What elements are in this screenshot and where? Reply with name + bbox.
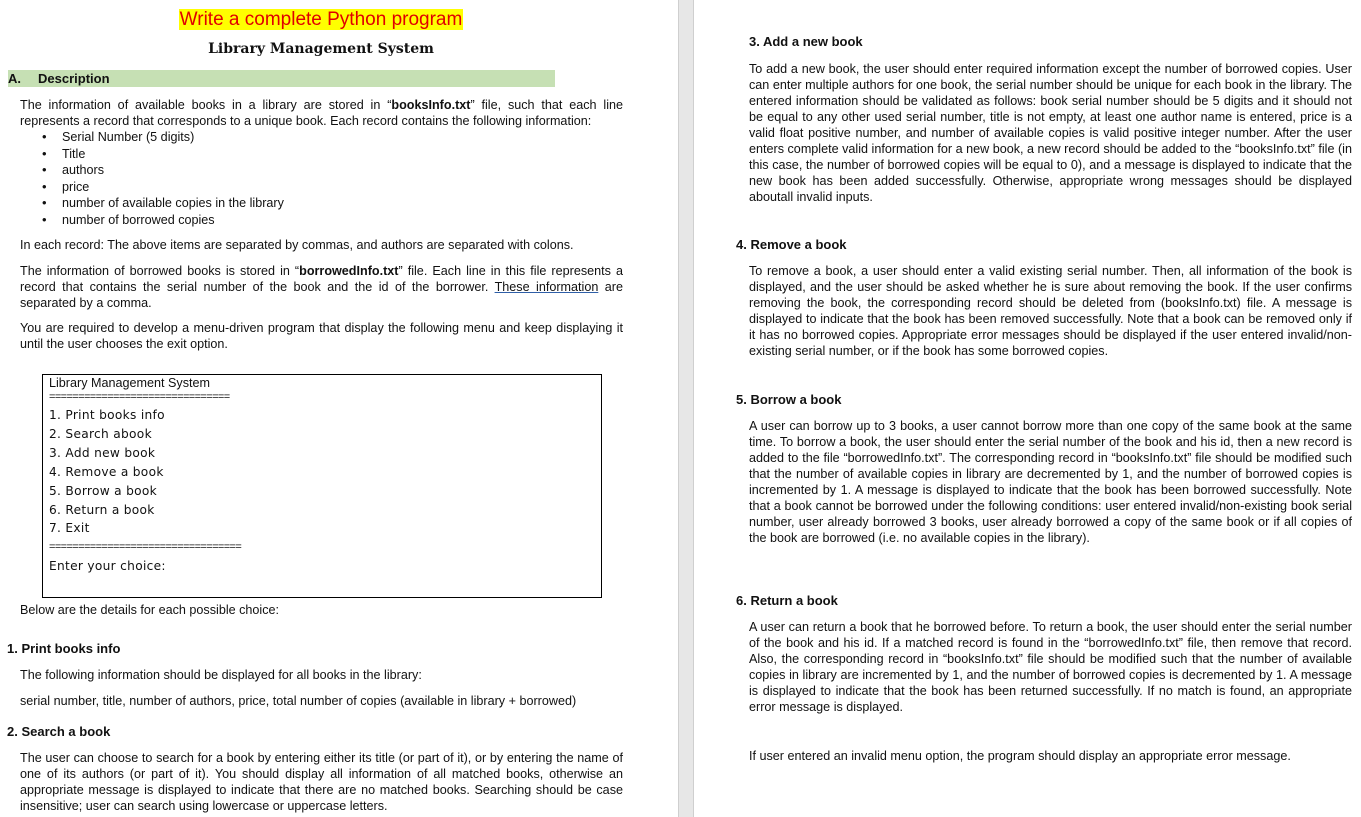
- section-2-heading: 2. Search a book: [7, 724, 111, 739]
- right-page: [694, 0, 1361, 817]
- menu-item-return: 6. Return a book: [49, 503, 155, 517]
- document-title: [0, 8, 642, 31]
- section-a-letter: A.: [8, 71, 21, 86]
- books-file-name: booksInfo.txt: [391, 98, 471, 112]
- menu-box: [42, 374, 602, 598]
- invalid-option-note: If user entered an invalid menu option, the program should display an appropriate error message.: [749, 749, 1291, 763]
- intro-paragraph: [20, 97, 623, 129]
- intro-text-post: ” file, such that each line represents a record that corresponds to a unique book. Each record contains the following information:: [20, 98, 623, 128]
- borrowed-text-pre: The information of borrowed books is stored in “: [20, 264, 300, 278]
- page-gutter: [678, 0, 694, 817]
- menu-item-search: 2. Search abook: [49, 427, 152, 441]
- menu-item-exit: 7. Exit: [49, 521, 90, 535]
- intro-text-pre: The information of available books in a library are stored in “: [20, 98, 392, 112]
- section-5-heading: 5. Borrow a book: [736, 392, 842, 407]
- section-1-line-2: serial number, title, number of authors, price, total number of copies (available in library + borrowed): [20, 694, 577, 708]
- section-1-heading: 1. Print books info: [7, 641, 121, 656]
- list-item: • number of available copies in the library: [42, 195, 602, 212]
- list-item: • Serial Number (5 digits): [42, 129, 602, 146]
- list-item: • price: [42, 179, 602, 196]
- menu-prompt: Enter your choice:: [49, 559, 166, 573]
- menu-rule-bottom: =================================: [49, 541, 242, 553]
- section-4-body: To remove a book, a user should enter a valid existing serial number. Then, all information of the book is displayed, and the user should be asked whether he is sure about removing the book. If the user confirms removing the book, the corresponding record should be deleted from (booksInfo.txt) file. A message is displayed to indicate that the book has been removed successfully. Note that a book can be removed only if it has no borrowed copies. Appropriate error messages should be displayed if the user entered invalid/non-existing serial number, or if the book has some borrowed copies.: [749, 264, 1352, 358]
- section-6-body: A user can return a book that he borrowed before. To return a book, the user should enter the serial number of the book and his id. If a matched record is found in the “borrowedInfo.txt” file, then remove that record. Also, the corresponding record in “booksInfo.txt” file should be modified such that the number of available copies in library are incremented by 1, and the number of borrowed copies is decremented by 1. A message is displayed to indicate that the book has been returned successfully. If no match is found, an appropriate error message is displayed.: [749, 620, 1352, 714]
- menu-item-add: 3. Add new book: [49, 446, 156, 460]
- section-5-body: A user can borrow up to 3 books, a user cannot borrow more than one copy of the same book at the same time. To borrow a book, the user should enter the serial number of the book and his id, then a new record is added to the file “borrowedInfo.txt”. The corresponding record in “booksInfo.txt” file should be modified such that the number of available copies in library are decremented by 1, and the number of borrowed copies is incremented by 1. A message is displayed to indicate that the book has been borrowed successfully. Note that a book cannot be borrowed under the following conditions: user entered invalid/non-existing book serial number, user already borrowed 3 books, user already borrowed a copy of the same book or if all copies of the book are borrowed (i.e. no available copies in the library).: [749, 419, 1352, 545]
- borrowed-paragraph: [20, 263, 623, 311]
- grammar-underline-text: These information: [494, 280, 599, 294]
- section-a-label: Description: [38, 71, 110, 86]
- menu-title: Library Management System: [49, 376, 210, 390]
- section-1-line-1: The following information should be displayed for all books in the library:: [20, 668, 422, 682]
- list-item: • Title: [42, 146, 602, 163]
- menu-rule-top: ===============================: [49, 391, 230, 403]
- menu-item-borrow: 5. Borrow a book: [49, 484, 158, 498]
- section-3-body: To add a new book, the user should enter required information except the number of borrowed copies. User can enter multiple authors for one book, the serial number should be unique for each book in the library. The entered information should be validated as follows: book serial number should be 5 digits and it should not be equal to any other used serial number, title is not empty, at least one author name is entered, price is a valid float positive number, and number of available copies is valid positive integer number. After the user enters complete valid information for a new book, a new record should be added to the “booksInfo.txt” file (in this case, the number of borrowed copies will be equal to 0), and a message is displayed to indicate that the new book has been added successfully. Otherwise, appropriate wrong messages should be displayed aboutall invalid inputs.: [749, 62, 1352, 204]
- section-a-heading: [8, 70, 555, 87]
- document-title-text: Write a complete Python program: [179, 9, 463, 30]
- document-subtitle: Library Management System: [208, 41, 434, 57]
- borrowed-text-mid: ” file. Each line in this file represents a record that contains the serial number of the book and the id of the borrower.: [20, 264, 623, 294]
- section-6-heading: 6. Return a book: [736, 593, 838, 608]
- fields-list: [42, 129, 602, 229]
- list-item: • authors: [42, 162, 602, 179]
- section-4-heading: 4. Remove a book: [736, 237, 847, 252]
- menu-item-remove: 4. Remove a book: [49, 465, 164, 479]
- menu-intro-paragraph: You are required to develop a menu-driven program that display the following menu and keep displaying it until the user chooses the exit option.: [20, 321, 623, 351]
- left-page: [0, 0, 678, 817]
- section-3-heading: 3. Add a new book: [749, 34, 863, 49]
- separator-note: In each record: The above items are separated by commas, and authors are separated with colons.: [20, 238, 574, 252]
- borrowed-file-name: borrowedInfo.txt: [299, 264, 399, 278]
- list-item: • number of borrowed copies: [42, 212, 602, 229]
- menu-item-print: 1. Print books info: [49, 408, 165, 422]
- borrowed-text-post: are separated by a comma.: [20, 280, 623, 310]
- details-intro: Below are the details for each possible choice:: [20, 603, 280, 617]
- section-2-body: The user can choose to search for a book by entering either its title (or part of it), or by entering the name of one of its authors (or part of it). You should display all information of all matched books, otherwise an appropriate message is displayed to indicate that there are no matched books. Searching should be case insensitive; user can search using lowercase or uppercase letters.: [20, 751, 623, 813]
